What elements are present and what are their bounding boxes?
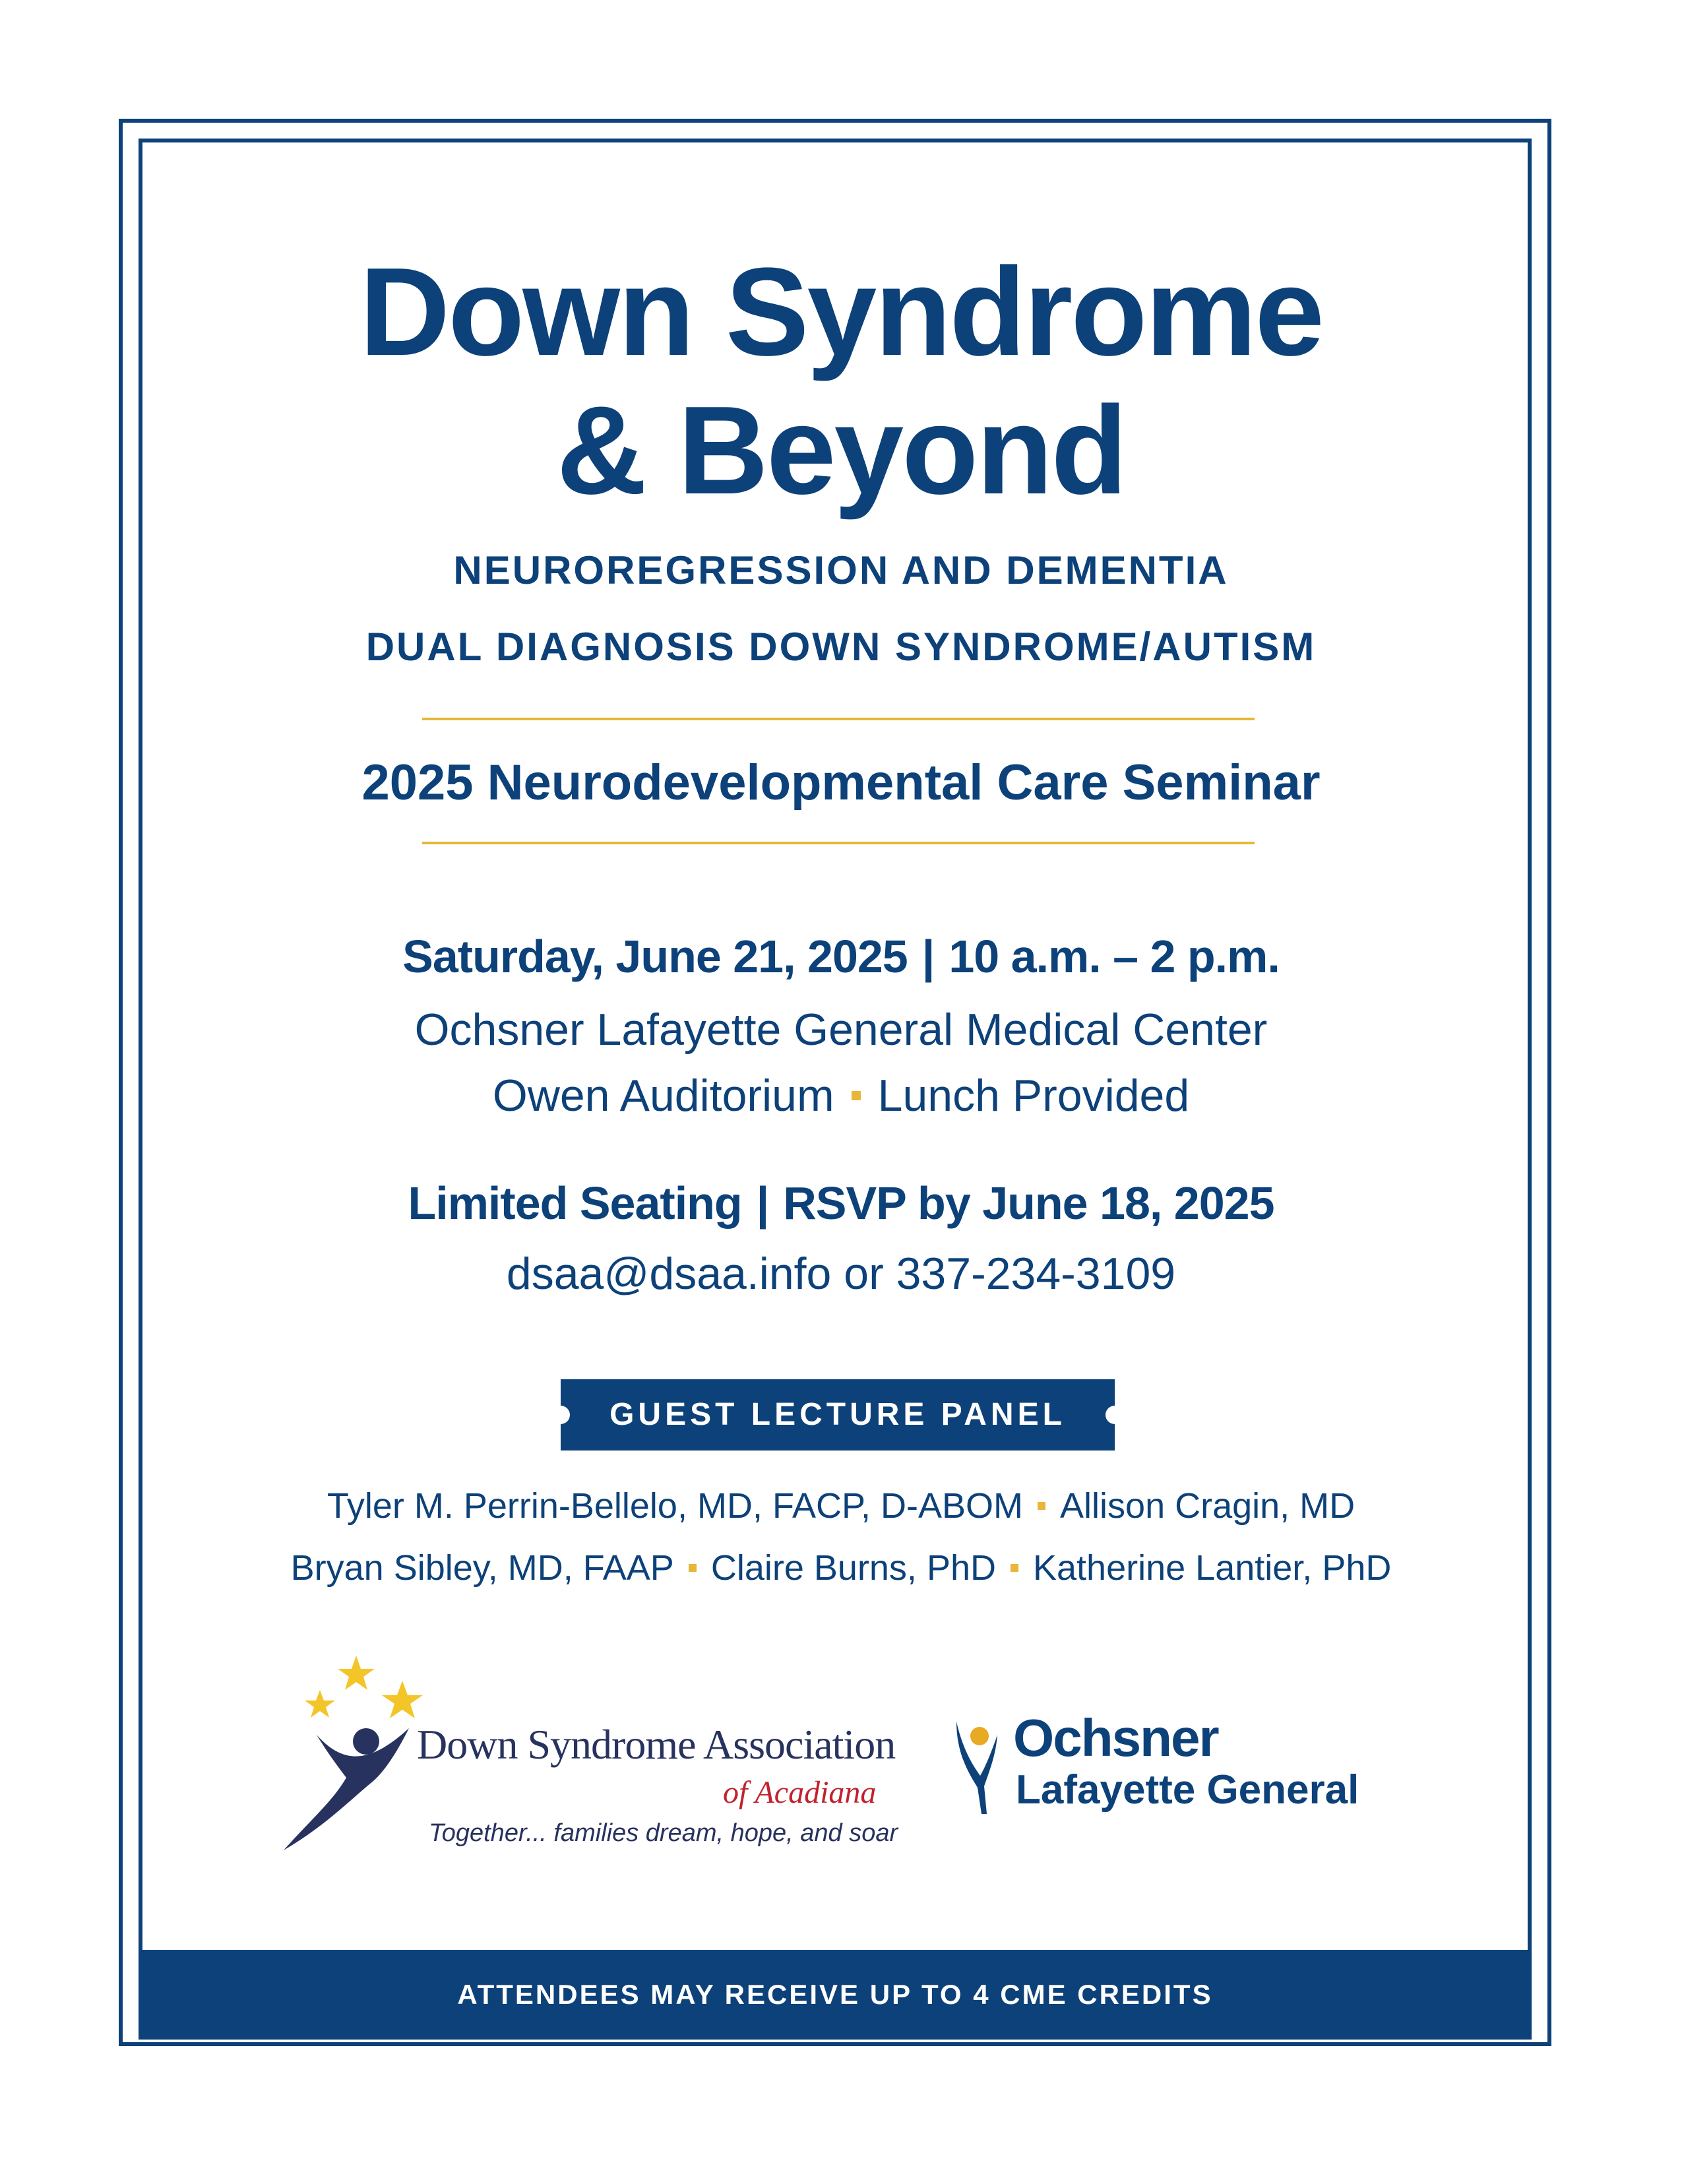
title-line-1: Down Syndrome — [359, 242, 1323, 382]
title-line-2: & Beyond — [556, 381, 1126, 520]
ochsner-name: Ochsner — [1013, 1708, 1218, 1767]
rsvp-line: Limited Seating | RSVP by June 18, 2025 — [408, 1177, 1274, 1229]
rsvp-deadline: RSVP by June 18, 2025 — [783, 1177, 1274, 1229]
dsa-region: of Acadiana — [723, 1775, 877, 1810]
bullet-separator — [1038, 1502, 1045, 1510]
event-time: 10 a.m. – 2 p.m. — [949, 931, 1280, 982]
gold-rule-top — [422, 718, 1255, 720]
ochsner-logo — [950, 1708, 1412, 1821]
ochsner-subtitle: Lafayette General — [1016, 1767, 1359, 1813]
event-date: Saturday, June 21, 2025 — [402, 931, 908, 982]
panelist: Bryan Sibley, MD, FAAP — [290, 1548, 674, 1588]
topic-2: DUAL DIAGNOSIS DOWN SYNDROME/AUTISM — [365, 625, 1317, 669]
seating-note: Limited Seating — [408, 1177, 742, 1229]
event-room: Owen Auditorium — [492, 1071, 834, 1121]
panelist: Tyler M. Perrin-Bellelo, MD, FACP, D-ABOM — [327, 1486, 1024, 1526]
event-venue: Ochsner Lafayette General Medical Center — [414, 1005, 1268, 1055]
dsa-logo — [270, 1649, 904, 1873]
dsa-name: Down Syndrome Association — [417, 1721, 896, 1768]
cme-credits-note: ATTENDEES MAY RECEIVE UP TO 4 CME CREDITS — [457, 1979, 1213, 2010]
panelist: Katherine Lantier, PhD — [1033, 1548, 1392, 1588]
panel-row-1 — [0, 1484, 1682, 1528]
venue-details — [0, 1069, 1682, 1123]
event-lunch: Lunch Provided — [877, 1071, 1190, 1121]
stars-person-icon — [270, 1649, 429, 1873]
banner-notch-right — [1106, 1406, 1124, 1424]
panel-row-2 — [0, 1546, 1682, 1590]
ochsner-figure-icon — [950, 1708, 1009, 1821]
bullet-separator — [689, 1564, 697, 1572]
panelist: Allison Cragin, MD — [1060, 1486, 1355, 1526]
panelist: Claire Burns, PhD — [710, 1548, 996, 1588]
topic-1: NEUROREGRESSION AND DEMENTIA — [453, 548, 1229, 592]
banner-notch-left — [551, 1406, 570, 1424]
date-time: Saturday, June 21, 2025 | 10 a.m. – 2 p.m. — [402, 931, 1280, 982]
panel-heading-text: GUEST LECTURE PANEL — [609, 1397, 1066, 1432]
bullet-separator — [852, 1091, 861, 1100]
rsvp-contact: dsaa@dsaa.info or 337-234-3109 — [506, 1249, 1176, 1299]
panel-heading — [561, 1379, 1115, 1451]
bullet-separator — [1011, 1564, 1018, 1572]
dsa-tagline: Together... families dream, hope, and soar — [429, 1819, 898, 1847]
seminar-title: 2025 Neurodevelopmental Care Seminar — [361, 755, 1321, 811]
footer-banner — [139, 1950, 1532, 2040]
gold-rule-bottom — [422, 842, 1255, 844]
